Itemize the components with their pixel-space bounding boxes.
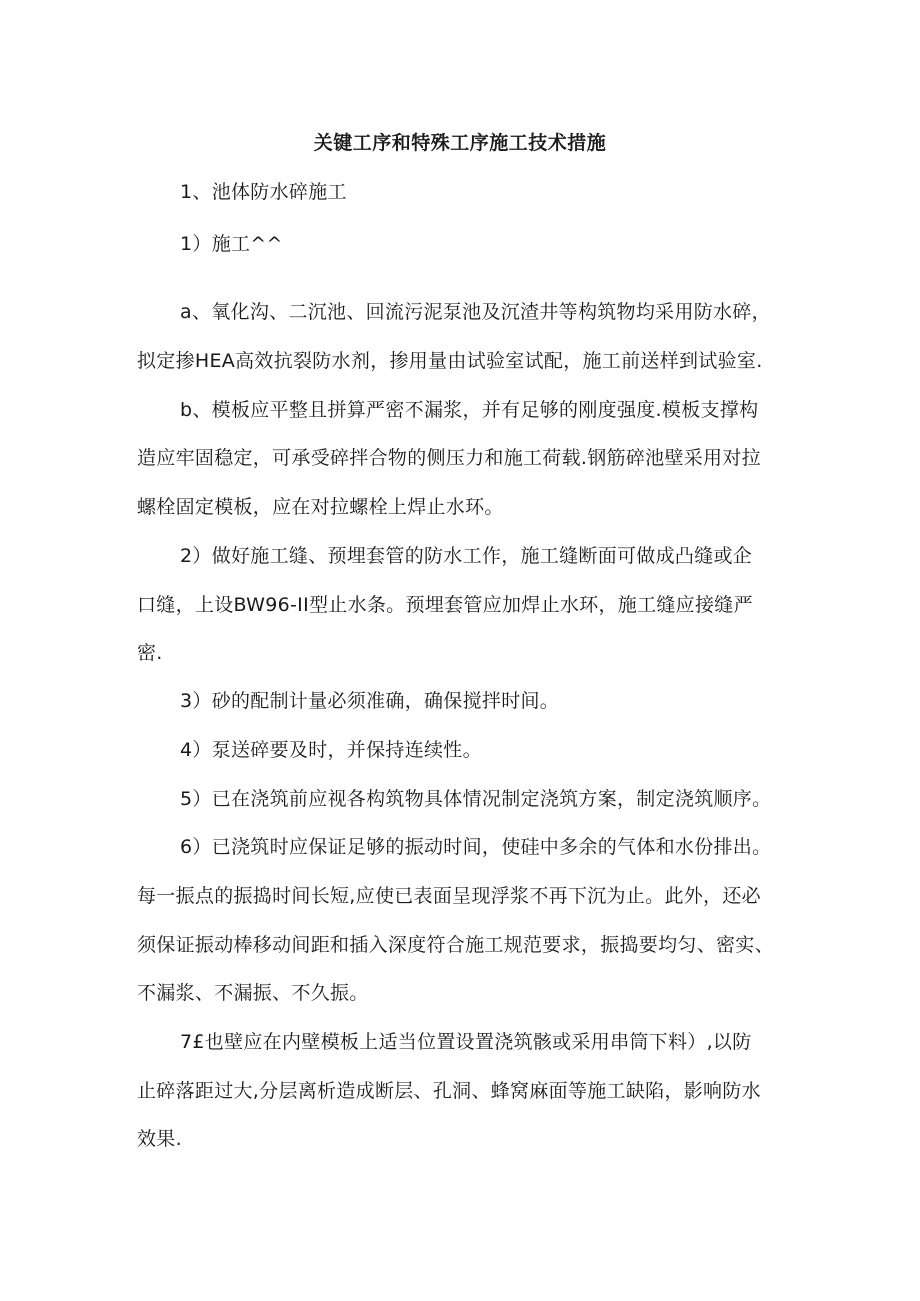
paragraph-line: b、模板应平整且拼算严密不漏浆，并有足够的刚度强度.模板支撑构 (180, 399, 759, 421)
paragraph-line: 须保证振动棒移动间距和插入深度符合施工规范要求，振捣要均匀、密实、 (137, 934, 774, 956)
document-title: 关键工序和特殊工序施工技术措施 (313, 132, 607, 154)
paragraph-line: 拟定掺HEA高效抗裂防水剂，掺用量由试验室试配，施工前送样到试验室. (137, 350, 763, 372)
paragraph-line: a、氧化沟、二沉池、回流污泥泵池及沉渣井等构筑物均采用防水碎， (180, 301, 771, 323)
subsection-heading: 1）施工^^ (180, 233, 283, 255)
paragraph-line: 4）泵送碎要及时，并保持连续性。 (180, 739, 482, 761)
paragraph-line: 止碎落距过大,分层离析造成断层、孔洞、蜂窝麻面等施工缺陷，影响防水 (137, 1080, 761, 1102)
paragraph-line: 密. (137, 642, 163, 664)
paragraph-line: 2）做好施工缝、预埋套管的防水工作，施工缝断面可做成凸缝或企 (180, 545, 753, 567)
paragraph-line: 每一振点的振捣时间长短,应使已表面呈现浮浆不再下沉为止。此外，还必 (137, 885, 761, 907)
paragraph-line: 6）已浇筑时应保证足够的振动时间，使硅中多余的气体和水份排出。 (180, 836, 772, 858)
paragraph-line: 3）砂的配制计量必须准确，确保搅拌时间。 (180, 690, 560, 712)
paragraph-line: 螺栓固定模板，应在对拉螺栓上焊止水环。 (137, 496, 504, 518)
paragraph-line: 效果. (137, 1128, 182, 1150)
paragraph-line: 口缝，上设BW96-II型止水条。预埋套管应加焊止水环，施工缝应接缝严 (137, 594, 753, 616)
paragraph-line: 造应牢固稳定，可承受碎拌合物的侧压力和施工荷载.钢筋碎池壁采用对拉 (137, 447, 761, 469)
paragraph-line: 不漏浆、不漏振、不久振。 (137, 982, 369, 1004)
paragraph-line: 7£也壁应在内壁模板上适当位置设置浇筑骸或采用串筒下料）,以防 (180, 1031, 752, 1053)
section-heading: 1、池体防水碎施工 (180, 181, 347, 203)
paragraph-line: 5）已在浇筑前应视各构筑物具体情况制定浇筑方案，制定浇筑顺序。 (180, 788, 772, 810)
